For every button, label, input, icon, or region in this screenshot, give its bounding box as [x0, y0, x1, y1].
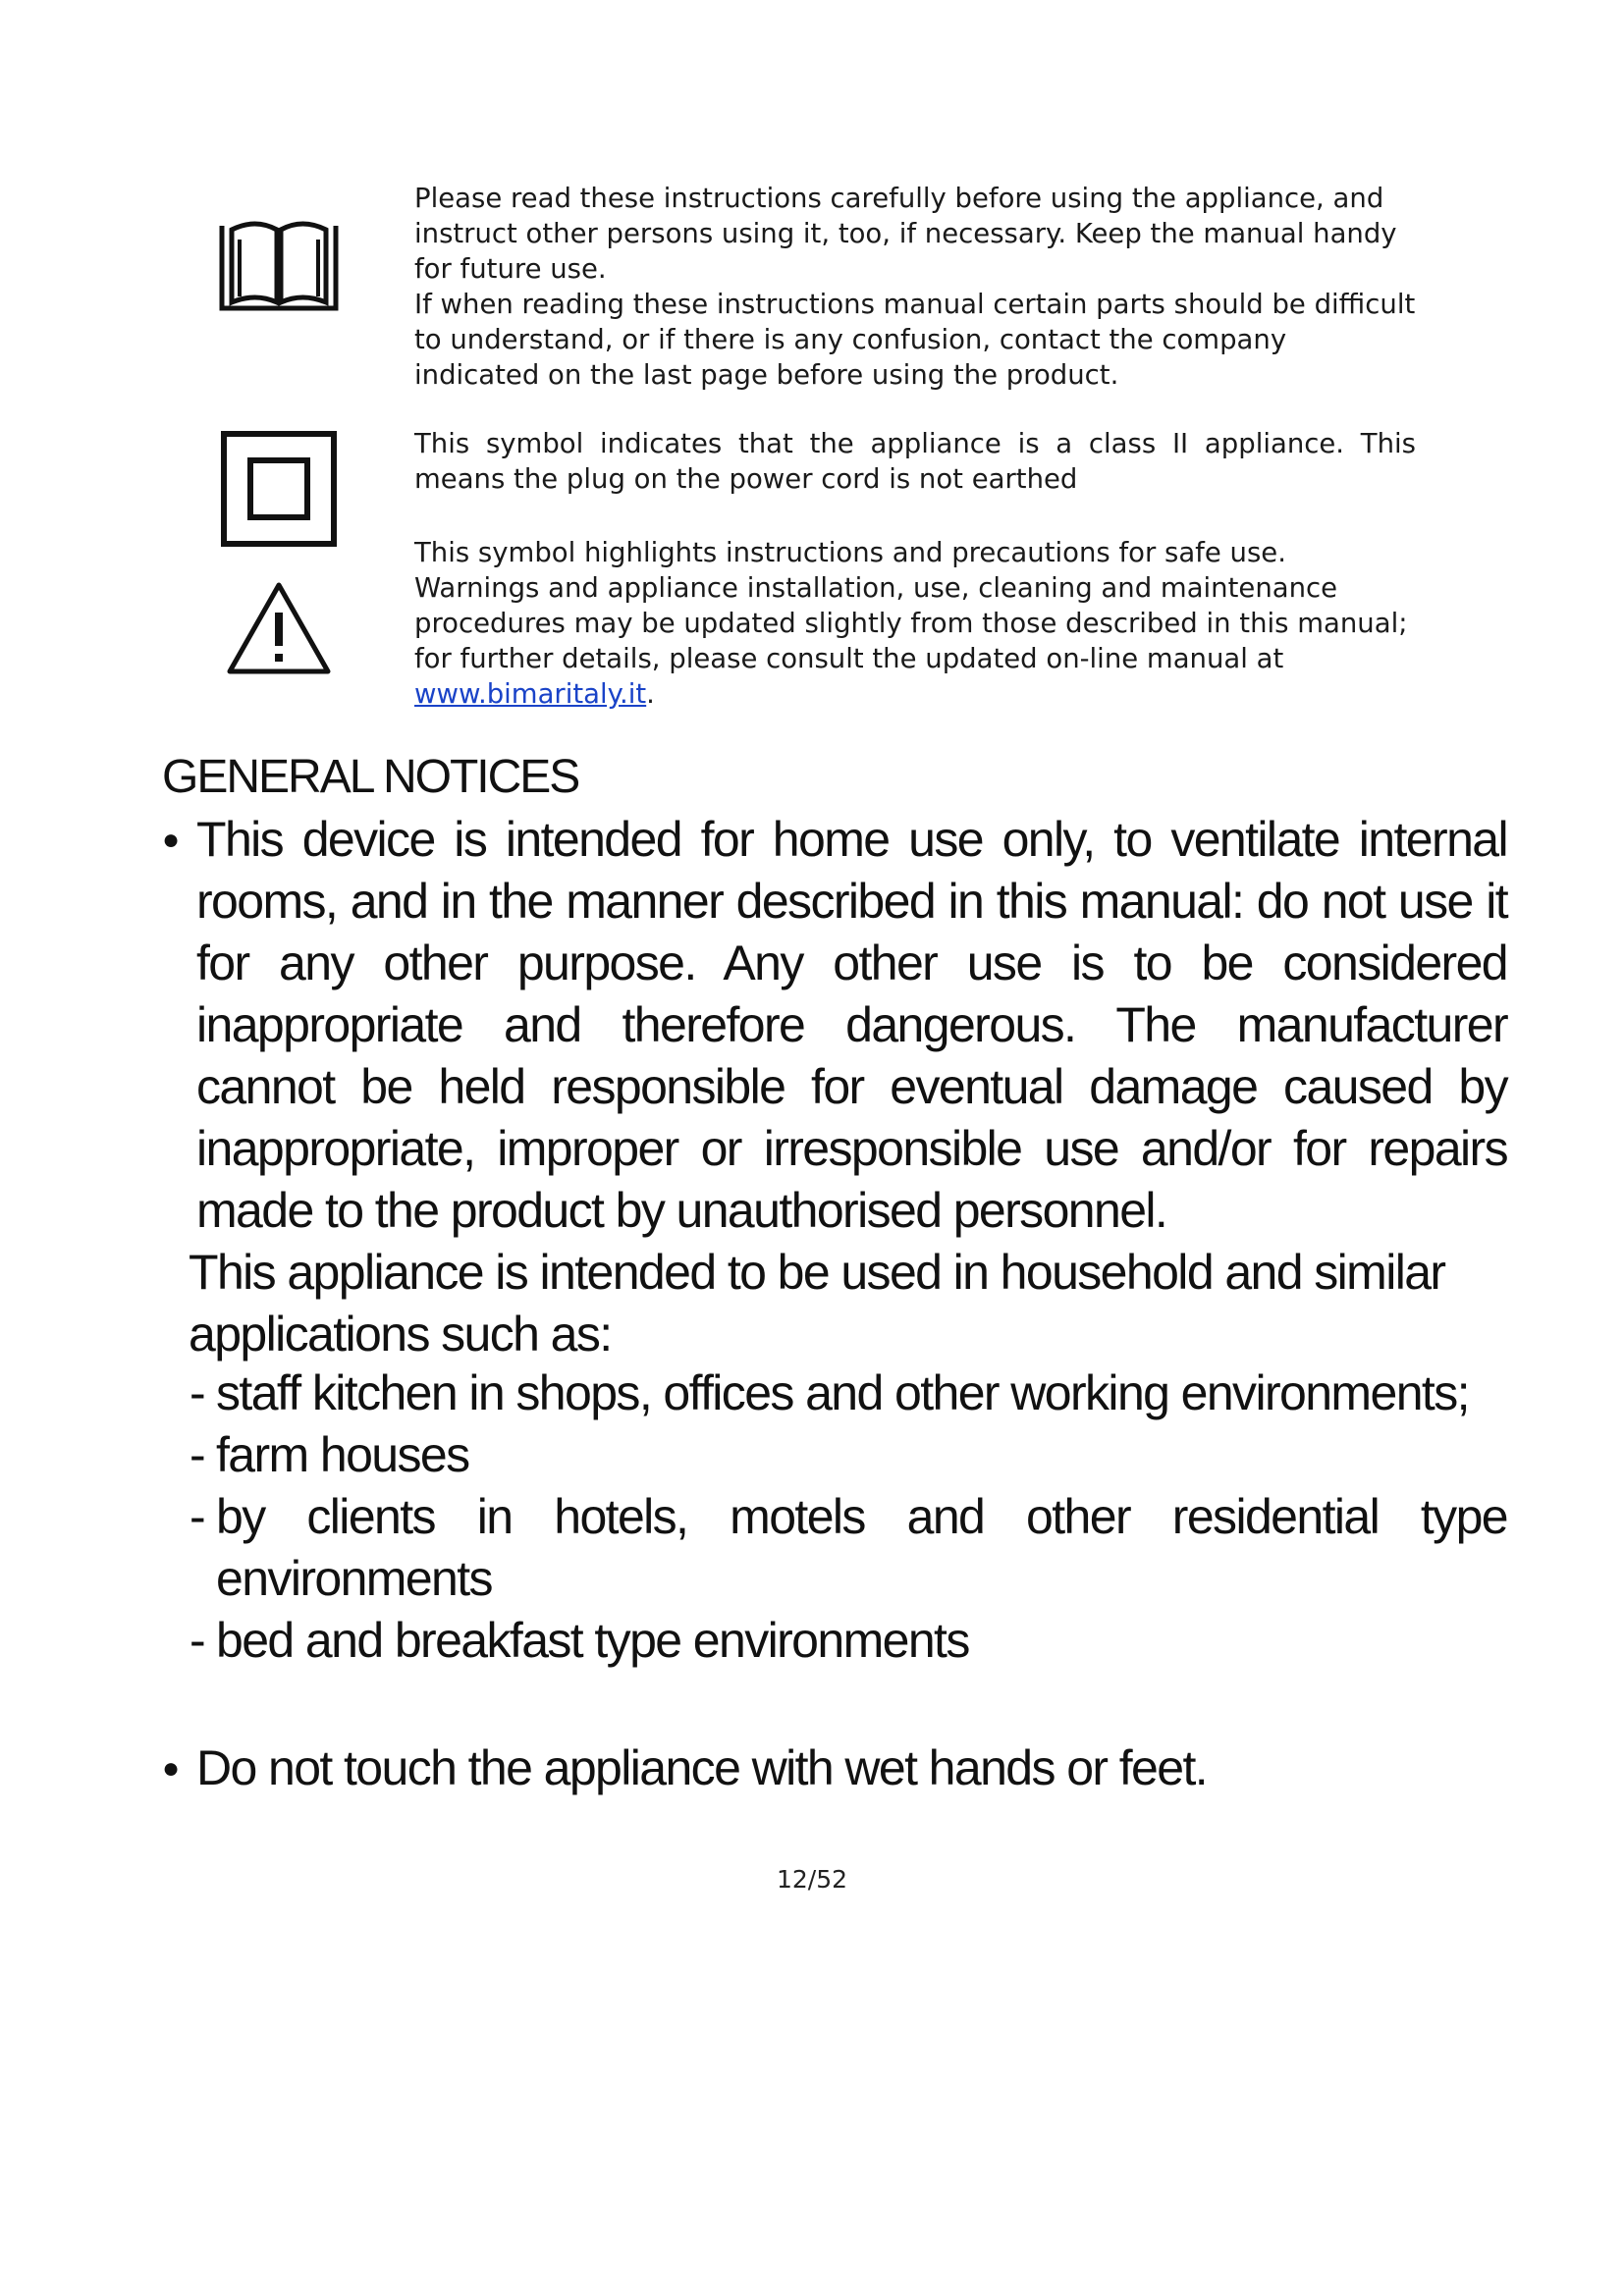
usage-list — [162, 1362, 1507, 1672]
list-item — [162, 1424, 1507, 1486]
household-intro: This appliance is intended to be used in household and similar applications such as: — [189, 1245, 1445, 1362]
warning-text-end: . — [646, 678, 655, 710]
warning-text — [414, 535, 1416, 712]
list-item-text: by clients in hotels, motels and other residential type environments — [216, 1489, 1507, 1606]
dash-marker: - — [189, 1489, 205, 1544]
manual-note-paragraph-1: Please read these instructions carefully before using the appliance, and instruct other persons using it, too, if necessary. Keep the manual handy for future use. — [414, 183, 1397, 285]
dash-marker: - — [189, 1613, 205, 1668]
list-item — [162, 1486, 1507, 1610]
page-number: 12/52 — [776, 1865, 848, 1894]
list-item — [162, 1610, 1507, 1672]
list-item-text: staff kitchen in shops, offices and other working environments; — [216, 1365, 1469, 1420]
list-item-text: farm houses — [216, 1427, 469, 1482]
class-ii-text: This symbol indicates that the appliance is a class II appliance. This means the plug on the power cord is not earthed — [414, 428, 1416, 495]
manual-website-link[interactable]: www.bimaritaly.it — [414, 678, 647, 710]
class-ii-double-square-icon — [220, 430, 338, 548]
manual-book-icon — [216, 216, 342, 314]
bullet-dot-icon: ● — [162, 1752, 179, 1785]
dash-marker: - — [189, 1365, 205, 1420]
warning-text-body: This symbol highlights instructions and precautions for safe use. Warnings and appliance installation, use, cleaning and maintenance procedures may be updated slightly from those described in this manual; for further details, please consult the updated on-line manual at — [414, 537, 1408, 674]
dash-marker: - — [189, 1427, 205, 1482]
bullet-text-home-use: This device is intended for home use only, to ventilate internal rooms, and in the manner described in this manual: do not use it for any other purpose. Any other use is to be considered inappropriate and therefore dangerous. The manufacturer cannot be held responsible for eventual damage caused by inappropriate, improper or irresponsible use and/or for repairs made to the product by unauthorised personnel. — [196, 812, 1507, 1238]
notices-body-2 — [162, 1737, 1507, 1799]
bullet-item-home-use — [162, 809, 1507, 1242]
list-item-text: bed and breakfast type environments — [216, 1613, 969, 1668]
bullet-item-wet-hands — [162, 1737, 1507, 1799]
section-heading: GENERAL NOTICES — [162, 751, 579, 803]
list-item — [162, 1362, 1507, 1424]
notices-body — [162, 809, 1507, 1365]
manual-note-paragraph-2: If when reading these instructions manual certain parts should be difficult to understand, or if there is any confusion, contact the company indicated on the last page before using the product. — [414, 289, 1416, 391]
bullet-dot-icon: ● — [162, 824, 179, 856]
bullet-text-wet-hands: Do not touch the appliance with wet hands or feet. — [196, 1740, 1208, 1795]
warning-triangle-icon — [224, 579, 334, 677]
